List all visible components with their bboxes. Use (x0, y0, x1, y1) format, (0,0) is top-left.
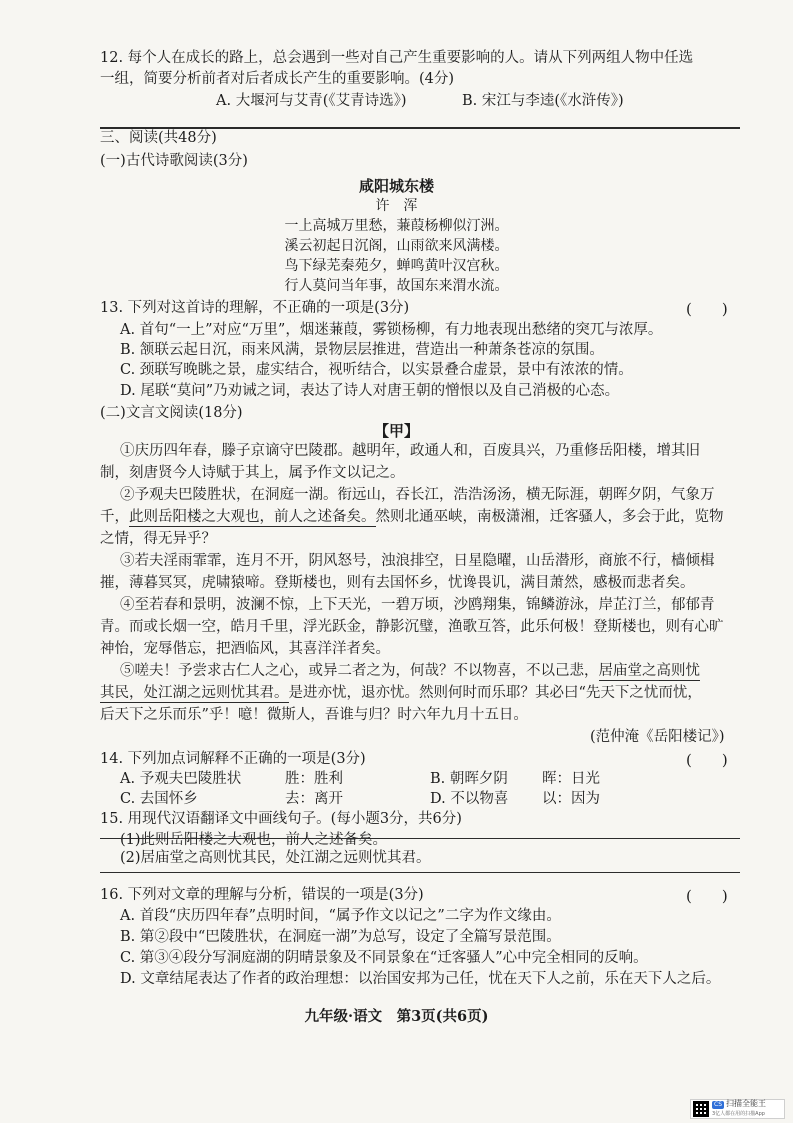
q14-stem: 14. 下列加点词解释不正确的一项是(3分) (100, 751, 366, 767)
passage-p5-post: 是进亦忧，退亦忧。然则何时而乐耶？其必曰“先天下之忧而忧， (288, 685, 702, 701)
passage-p1-line2: 制，刻唐贤今人诗赋于其上，属予作文以记之。 (100, 465, 405, 481)
q16-stem: 16. 下列对文章的理解与分析，错误的一项是(3分) (100, 887, 424, 903)
camscanner-logo: CS (714, 1101, 722, 1108)
page-footer: 九年级·语文 第3页(共6页) (304, 1008, 489, 1025)
poem-line-3: 鸟下绿芜秦苑夕，蝉鸣黄叶汉宫秋。 (284, 258, 509, 274)
q13-answer-paren[interactable]: ( ) (686, 300, 728, 318)
q14-option-a: A. 予观夫巴陵胜状 (120, 771, 242, 787)
passage-p2-line2 (100, 507, 724, 527)
poem-line-2: 溪云初起日沉阁，山雨欲来风满楼。 (284, 238, 509, 254)
passage-p2-pre: 千， (100, 509, 129, 525)
poem-line-4: 行人莫问当年事，故国东来渭水流。 (284, 278, 509, 294)
passage-label: 【甲】 (373, 422, 419, 440)
q13-option-d: D. 尾联“莫问”乃劝诫之词，表达了诗人对唐王朝的憎恨以及自己消极的心态。 (120, 383, 620, 399)
passage-source: (范仲淹《岳阳楼记》) (590, 729, 725, 745)
passage-p3-line1: ③若夫淫雨霏霏，连月不开，阴风怒号，浊浪排空，日星隐曜，山岳潜形，商旅不行，樯倾楫 (120, 553, 715, 569)
passage-p5-line2 (100, 683, 702, 703)
passage-p4-line1: ④至若春和景明，波澜不惊，上下天光，一碧万顷，沙鸥翔集，锦鳞游泳，岸芷汀兰，郁郁青 (120, 597, 715, 613)
underlined-sentence-1: 此则岳阳楼之大观也，前人之述备矣。 (129, 509, 376, 525)
q13-option-a: A. 首句“一上”对应“万里”，烟迷蒹葭，雾锁杨柳，有力地表现出愁绪的突兀与浓厚。 (120, 322, 663, 338)
part1-heading: (一)古代诗歌阅读(3分) (100, 153, 248, 169)
passage-p5-line1 (120, 661, 700, 681)
q14-option-c: C. 去国怀乡 (120, 791, 198, 807)
q13-stem: 13. 下列对这首诗的理解，不正确的一项是(3分) (100, 300, 410, 316)
qr-code-icon (693, 1101, 709, 1117)
q14-option-b-gloss: 晖：日光 (542, 771, 600, 787)
q15-answer-line-2[interactable] (100, 872, 740, 873)
q12-line2: 一组，简要分析前者对后者成长产生的重要影响。(4分) (100, 71, 455, 87)
q14-option-d-gloss: 以：因为 (542, 791, 600, 807)
q14-answer-paren[interactable]: ( ) (686, 751, 728, 769)
scanner-app-name: 扫描全能王 (726, 1099, 766, 1108)
q15-answer-line-1[interactable] (100, 838, 740, 839)
section3-heading: 三、阅读(共48分) (100, 130, 217, 146)
q13-option-b: B. 颔联云起日沉，雨来风满，景物层层推进，营造出一种萧条苍凉的氛围。 (120, 342, 604, 358)
passage-p2-post: 然则北通巫峡，南极潇湘，迁客骚人，多会于此，览物 (375, 509, 724, 525)
passage-p5-pre: ⑤嗟夫！予尝求古仁人之心，或异二者之为，何哉？不以物喜，不以己悲， (120, 663, 599, 679)
passage-p3-line2: 摧，薄暮冥冥，虎啸猿啼。登斯楼也，则有去国怀乡，忧谗畏讥，满目萧然，感极而悲者矣。 (100, 575, 695, 591)
q16-option-a: A. 首段“庆历四年春”点明时间，“属予作文以记之”二字为作文缘由。 (120, 908, 561, 924)
passage-p1-line1: ①庆历四年春，滕子京谪守巴陵郡。越明年，政通人和，百废具兴，乃重修岳阳楼，增其旧 (120, 443, 700, 459)
passage-p2-line3: 之情，得无异乎？ (100, 531, 216, 547)
q16-option-b: B. 第②段中“巴陵胜状，在洞庭一湖”为总写，设定了全篇写景范围。 (120, 929, 561, 945)
q15-sentence-1: (1)此则岳阳楼之大观也，前人之述备矣。 (120, 832, 388, 848)
q12-line1: 12. 每个人在成长的路上，总会遇到一些对自己产生重要影响的人。请从下列两组人物中任选 (100, 50, 694, 66)
q14-option-a-gloss: 胜：胜利 (285, 771, 343, 787)
scanner-watermark (690, 1099, 785, 1119)
passage-p4-line3: 神怡，宠辱偕忘，把酒临风，其喜洋洋者矣。 (100, 641, 390, 657)
scanner-tagline: 3亿人都在用的扫描App (712, 1111, 765, 1117)
poem-title: 咸阳城东楼 (358, 177, 434, 195)
poem-author: 许 浑 (375, 198, 418, 214)
q16-option-c: C. 第③④段分写洞庭湖的阴晴景象及不同景象在“迁客骚人”心中完全相同的反响。 (120, 950, 648, 966)
passage-p4-line2: 青。而或长烟一空，皓月千里，浮光跃金，静影沉璧，渔歌互答，此乐何极！登斯楼也，则有心旷 (100, 619, 724, 635)
underlined-sentence-2b: 其民，处江湖之远则忧其君。 (100, 685, 289, 701)
passage-p2-line1: ②予观夫巴陵胜状，在洞庭一湖。衔远山，吞长江，浩浩汤汤，横无际涯，朝晖夕阴，气象万 (120, 487, 715, 503)
q16-option-d: D. 文章结尾表达了作者的政治理想：以治国安邦为己任，忧在天下人之前，乐在天下人之后。 (120, 971, 721, 987)
q16-answer-paren[interactable]: ( ) (686, 887, 728, 905)
part2-heading: (二)文言文阅读(18分) (100, 405, 243, 421)
q14-option-c-gloss: 去：离开 (285, 791, 343, 807)
poem-line-1: 一上高城万里愁，蒹葭杨柳似汀洲。 (284, 218, 509, 234)
q13-option-c: C. 颈联写晚眺之景，虚实结合，视听结合，以实景叠合虚景，景中有浓浓的情。 (120, 362, 633, 378)
q14-option-b: B. 朝晖夕阴 (430, 771, 508, 787)
q15-stem: 15. 用现代汉语翻译文中画线句子。(每小题3分，共6分) (100, 811, 462, 827)
q12-option-b: B. 宋江与李逵(《水浒传》) (462, 93, 624, 109)
underlined-sentence-2a: 居庙堂之高则忧 (598, 663, 700, 679)
passage-p5-line3: 后天下之乐而乐”乎！噫！微斯人，吾谁与归？时六年九月十五日。 (100, 707, 528, 723)
q14-option-d: D. 不以物喜 (430, 791, 509, 807)
q12-option-a: A. 大堰河与艾青(《艾青诗选》) (216, 93, 407, 109)
q15-sentence-2: (2)居庙堂之高则忧其民，处江湖之远则忧其君。 (120, 850, 431, 866)
